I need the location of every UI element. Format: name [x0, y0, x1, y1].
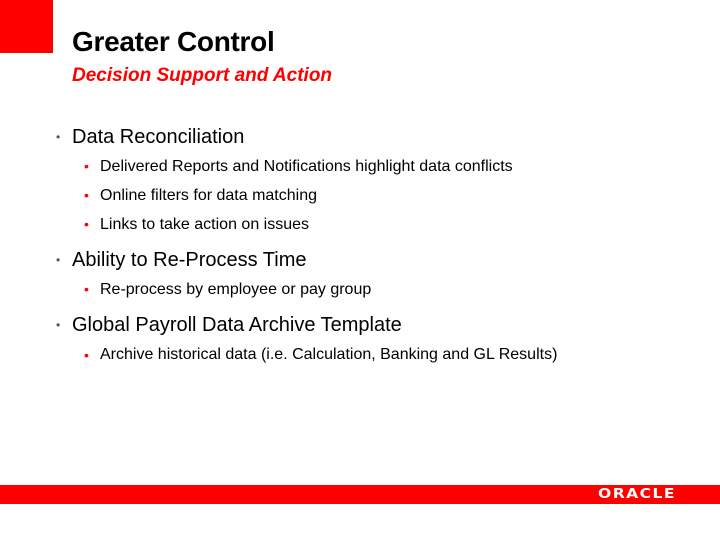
bullet-list [56, 122, 666, 372]
oracle-logo: ORACLE [597, 487, 676, 502]
corner-red-square [0, 0, 53, 53]
section-reprocess-time [56, 245, 666, 304]
bullet-icon: • [84, 281, 89, 297]
list-item: • Re-process by employee or pay group [84, 275, 666, 304]
section-archive-template [56, 310, 666, 366]
section-heading: • Ability to Re-Process Time [56, 245, 666, 275]
bullet-icon: • [56, 253, 61, 267]
list-item: • Delivered Reports and Notifications highlight data conflicts [84, 152, 666, 181]
bullet-icon: • [56, 130, 61, 144]
page-title: Greater Control [72, 26, 275, 57]
page-subtitle: Decision Support and Action [72, 65, 333, 86]
bullet-icon: • [84, 216, 89, 232]
list-item: • Links to take action on issues [84, 210, 666, 239]
list-item: • Archive historical data (i.e. Calculation, Banking and GL Results) [84, 340, 600, 366]
section-heading: • Data Reconciliation [56, 122, 666, 152]
section-heading: • Global Payroll Data Archive Template [56, 310, 666, 340]
bullet-icon: • [56, 318, 61, 332]
bullet-icon: • [84, 158, 89, 174]
bullet-icon: • [84, 187, 89, 203]
section-data-reconciliation [56, 122, 666, 239]
bullet-icon: • [84, 347, 89, 363]
list-item: • Online filters for data matching [84, 181, 666, 210]
